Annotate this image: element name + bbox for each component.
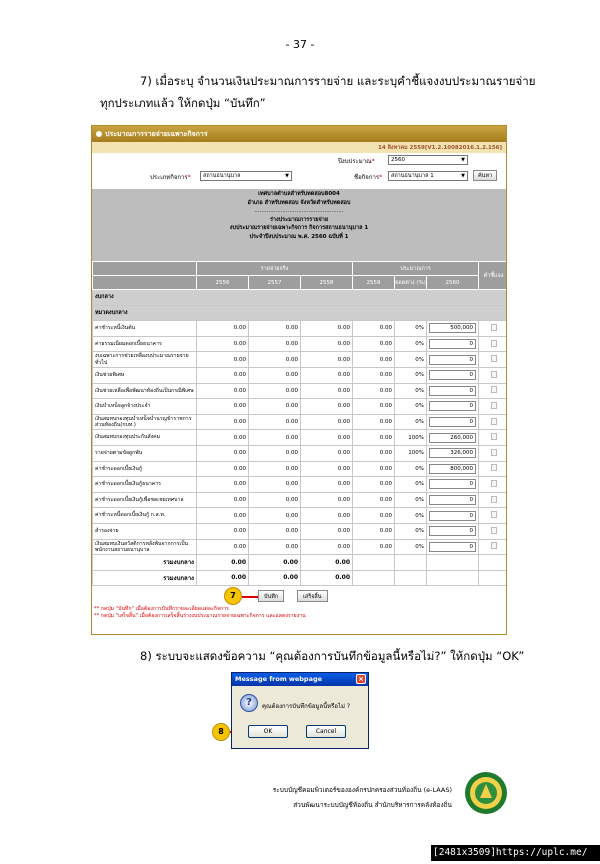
estimate-2560-cell: [427, 399, 479, 415]
total-label: รวมงบกลาง: [93, 570, 197, 586]
estimate-2560-input[interactable]: 0: [429, 479, 476, 489]
cancel-button[interactable]: Cancel: [306, 725, 346, 738]
estimate-header: ประมาณการ: [353, 262, 479, 276]
value-cell: 0.00: [197, 461, 249, 477]
bullet-icon: [96, 131, 102, 137]
date-version: 14 สิงหาคม 2559[V1.2.10082016.1.2.156]: [92, 142, 506, 153]
value-cell: 0.00: [301, 492, 353, 508]
value-cell: 0.00: [301, 523, 353, 539]
diff-cell: 0%: [395, 352, 427, 368]
value-cell: 0.00: [353, 383, 395, 399]
value-cell: 0.00: [249, 445, 301, 461]
section-row: [93, 290, 508, 306]
row-label: เงินบำเหน็จลูกจ้างประจำ: [93, 399, 197, 415]
table-row: [93, 477, 508, 493]
diff-header: ยอดต่าง (%): [395, 276, 427, 290]
row-label: รายจ่ายตามข้อผูกพัน: [93, 445, 197, 461]
estimate-2560-cell: [427, 492, 479, 508]
estimate-2560-input[interactable]: 0: [429, 417, 476, 427]
note-cell: [479, 414, 507, 430]
value-cell: 0.00: [301, 461, 353, 477]
table-row: [93, 336, 508, 352]
estimate-2560-input[interactable]: 0: [429, 386, 476, 396]
value-cell: 0.00: [197, 399, 249, 415]
estimate-2560-cell: [427, 367, 479, 383]
estimate-2560-input[interactable]: 0: [429, 495, 476, 505]
diff-cell: 0%: [395, 477, 427, 493]
estimate-2560-cell: [427, 508, 479, 524]
business-name-label: ชื่อกิจการ*: [354, 174, 383, 181]
value-cell: 0.00: [301, 508, 353, 524]
dialog-title: Message from webpage: [235, 675, 323, 683]
chevron-down-icon: ▼: [461, 173, 465, 179]
value-cell: 0.00: [353, 508, 395, 524]
value-cell: 0.00: [301, 321, 353, 337]
watermark: [2481x3509]https://uplc.me/: [431, 845, 600, 861]
diff-cell: 0%: [395, 367, 427, 383]
value-cell: 0.00: [197, 430, 249, 446]
diff-cell: 100%: [395, 445, 427, 461]
step7-instruction-line1: 7) เมื่อระบุ จำนวนเงินประมาณการรายจ่าย และระบุคำชี้แจงงบประมาณรายจ่าย: [140, 74, 536, 88]
table-row: [93, 539, 508, 555]
value-cell: 0.00: [197, 508, 249, 524]
document-icon[interactable]: [491, 464, 497, 471]
table-row: [93, 508, 508, 524]
fiscal-year-label: ปีงบประมาณ*: [338, 158, 375, 165]
value-cell: 0.00: [301, 367, 353, 383]
heading-line2: อำเภอ สำหรับทดสอบ จังหวัดสำหรับทดสอบ: [247, 199, 351, 206]
document-icon[interactable]: [491, 496, 497, 503]
estimate-2560-input[interactable]: 0: [429, 339, 476, 349]
heading-line4: ร่างประมาณการรายจ่าย: [269, 216, 329, 223]
value-cell: 0.00: [197, 367, 249, 383]
step7-instruction-line2: ทุกประเภทแล้ว ให้กดปุ่ม “บันทึก”: [100, 96, 266, 110]
note-cell: [479, 508, 507, 524]
row-label: ค่าธรรมเนียมดอกเบี้ยธนาคาร: [93, 336, 197, 352]
diff-cell: 0%: [395, 492, 427, 508]
estimate-2560-cell: [427, 539, 479, 555]
document-icon[interactable]: [491, 433, 497, 440]
row-label: ค่าชำระดอกเบี้ยเงินกู้ธนาคาร: [93, 477, 197, 493]
document-icon[interactable]: [491, 355, 497, 362]
panel-header: [92, 126, 506, 142]
notes: [92, 606, 506, 620]
step-marker-8: 8: [212, 723, 230, 741]
total-cell: 0.00: [301, 555, 353, 571]
panel-button-bar: [92, 586, 506, 606]
value-cell: 0.00: [301, 336, 353, 352]
marker-pointer-line: [242, 596, 258, 598]
value-cell: 0.00: [249, 399, 301, 415]
heading-line1: เทศบาลตำบลสำหรับทดสอบ8004: [258, 191, 340, 197]
diff-cell: 0%: [395, 539, 427, 555]
row-label: ค่าชำระหนี้เงินต้น: [93, 321, 197, 337]
value-cell: 0.00: [249, 336, 301, 352]
document-icon[interactable]: [491, 480, 497, 487]
value-cell: 0.00: [249, 477, 301, 493]
value-cell: 0.00: [301, 414, 353, 430]
value-cell: 0.00: [249, 508, 301, 524]
value-cell: 0.00: [249, 367, 301, 383]
section-label: งบกลาง: [93, 290, 508, 306]
note-cell: [479, 352, 507, 368]
table-row: [93, 352, 508, 368]
year-header: 2558: [301, 276, 353, 290]
row-label: เงินสมทบกองทุนประกันสังคม: [93, 430, 197, 446]
estimate-2560-cell: [427, 352, 479, 368]
blank-header: [93, 276, 197, 290]
document-icon[interactable]: [491, 511, 497, 518]
value-cell: 0.00: [353, 492, 395, 508]
value-cell: 0.00: [197, 352, 249, 368]
note-cell: [479, 321, 507, 337]
footer-department: ส่วนพัฒนาระบบบัญชีท้องถิ่น สำนักบริหารการคลังท้องถิ่น: [293, 801, 452, 809]
ok-button[interactable]: OK: [248, 725, 288, 738]
diff-cell: 0%: [395, 399, 427, 415]
value-cell: 0.00: [353, 461, 395, 477]
total-label: รวมงบกลาง: [93, 555, 197, 571]
estimate-2560-cell: [427, 321, 479, 337]
estimate-2560-cell: [427, 461, 479, 477]
finish-button[interactable]: เสร็จสิ้น: [297, 590, 328, 602]
heading-line5: งบประมาณรายจ่ายเฉพาะกิจการ กิจการสถานธนานุบาล 1: [229, 225, 369, 232]
total-cell: 0.00: [197, 555, 249, 571]
estimate-2560-input[interactable]: 0: [429, 355, 476, 365]
estimate-2560-cell: [427, 414, 479, 430]
page-number: - 37 -: [285, 38, 315, 51]
note-cell: [479, 430, 507, 446]
table-row: [93, 414, 508, 430]
note-cell: [479, 492, 507, 508]
document-icon[interactable]: [491, 527, 497, 534]
value-cell: 0.00: [249, 539, 301, 555]
budget-table: [92, 261, 507, 586]
document-icon[interactable]: [491, 418, 497, 425]
note-cell: [479, 367, 507, 383]
table-row: [93, 523, 508, 539]
table-row: [93, 430, 508, 446]
value-cell: 0.00: [249, 352, 301, 368]
actual-expense-header: รายจ่ายจริง: [197, 262, 353, 276]
total-cell: 0.00: [197, 570, 249, 586]
row-label: เงินช่วยเหลือเพื่อพัฒนาท้องถิ่นเป็นกรณีพิเศษ: [93, 383, 197, 399]
year-header: 2557: [249, 276, 301, 290]
panel-title: ประมาณการรายจ่ายเฉพาะกิจการ: [105, 129, 208, 138]
budget-screenshot-panel: [91, 125, 507, 635]
document-icon[interactable]: [491, 542, 497, 549]
footer-system-name: ระบบบัญชีคอมพิวเตอร์ขององค์กรปกครองส่วนท้องถิ่น (e-LAAS): [272, 786, 452, 794]
note-cell: [479, 445, 507, 461]
value-cell: 0.00: [353, 539, 395, 555]
value-cell: 0.00: [249, 523, 301, 539]
row-label: งบเฉพาะการช่วยเหลืองบประมาณรายจ่ายทั่วไป: [93, 352, 197, 368]
estimate-2560-input[interactable]: 260,000: [429, 433, 476, 443]
confirm-dialog: [231, 672, 369, 749]
row-label: เงินสมทบกองทุนบำเหน็จบำนาญข้าราชการส่วนท้องถิ่น(กบท.): [93, 414, 197, 430]
subsection-row: [93, 305, 508, 321]
value-cell: 0.00: [249, 321, 301, 337]
estimate-2560-input[interactable]: 0: [429, 370, 476, 380]
estimate-2560-cell: [427, 477, 479, 493]
blank-header: [93, 262, 197, 276]
step-marker-7: 7: [224, 587, 242, 605]
table-row: [93, 492, 508, 508]
year-header: 2560: [427, 276, 479, 290]
note-finish: ** กดปุ่ม "เสร็จสิ้น" เมื่อต้องการเสร็จสิ้นร่างงบประมาณรายจ่ายเฉพาะกิจการ และแสดงรายงาน: [94, 613, 306, 620]
estimate-2560-cell: [427, 523, 479, 539]
value-cell: 0.00: [353, 523, 395, 539]
fiscal-year-select[interactable]: 2560 ▼: [388, 155, 468, 165]
value-cell: 0.00: [301, 383, 353, 399]
save-button[interactable]: บันทึก: [258, 590, 284, 602]
value-cell: 0.00: [249, 414, 301, 430]
business-name-select[interactable]: สถานธนานุบาล 1 ▼: [388, 171, 468, 181]
grand-total-row: [93, 570, 508, 586]
chevron-down-icon: ▼: [461, 157, 465, 163]
document-icon[interactable]: [491, 449, 497, 456]
dialog-titlebar: [232, 673, 368, 686]
document-icon[interactable]: [491, 402, 497, 409]
diff-cell: 0%: [395, 508, 427, 524]
estimate-2560-input[interactable]: 0: [429, 401, 476, 411]
note-cell: [479, 383, 507, 399]
value-cell: 0.00: [197, 414, 249, 430]
row-label: สำรองจ่าย: [93, 523, 197, 539]
note-cell: [479, 523, 507, 539]
table-row: [93, 399, 508, 415]
value-cell: 0.00: [249, 430, 301, 446]
estimate-2560-cell: [427, 336, 479, 352]
value-cell: 0.00: [197, 321, 249, 337]
diff-cell: 0%: [395, 383, 427, 399]
value-cell: 0.00: [301, 445, 353, 461]
department-logo-icon: [464, 771, 508, 815]
heading-line6: ประจำปีงบประมาณ พ.ศ. 2560 ฉบับที่ 1: [249, 233, 349, 240]
year-header: 2559: [353, 276, 395, 290]
step8-instruction: 8) ระบบจะแสดงข้อความ “คุณต้องการบันทึกข้อมูลนี้หรือไม่?” ให้กดปุ่ม “OK”: [140, 649, 525, 663]
diff-cell: 0%: [395, 523, 427, 539]
row-label: ค่าชำระดอกเบี้ยเงินกู้เพื่อชดเชยเทศบาล: [93, 492, 197, 508]
value-cell: 0.00: [249, 492, 301, 508]
estimate-2560-input[interactable]: 0: [429, 526, 476, 536]
table-row: [93, 367, 508, 383]
estimate-2560-input[interactable]: 500,000: [429, 323, 476, 333]
estimate-2560-input[interactable]: 0: [429, 542, 476, 552]
table-row: [93, 321, 508, 337]
table-row: [93, 445, 508, 461]
estimate-2560-cell: [427, 383, 479, 399]
dialog-message: คุณต้องการบันทึกข้อมูลนี้หรือไม่ ?: [262, 703, 351, 710]
subsection-label: หมวดงบกลาง: [93, 305, 508, 321]
row-label: ค่าชำระหนี้ดอกเบี้ยเงินกู้ ก.ส.ท.: [93, 508, 197, 524]
value-cell: 0.00: [249, 461, 301, 477]
note-cell: [479, 539, 507, 555]
row-label: เงินช่วยพิเศษ: [93, 367, 197, 383]
diff-cell: 0%: [395, 461, 427, 477]
value-cell: 0.00: [197, 383, 249, 399]
value-cell: 0.00: [353, 445, 395, 461]
value-cell: 0.00: [353, 430, 395, 446]
note-cell: [479, 399, 507, 415]
value-cell: 0.00: [353, 399, 395, 415]
value-cell: 0.00: [301, 430, 353, 446]
estimate-2560-cell: [427, 445, 479, 461]
total-row: [93, 555, 508, 571]
value-cell: 0.00: [353, 367, 395, 383]
note-save: ** กดปุ่ม "บันทึก" เมื่อต้องการบันทึกรายละเอียดแต่ละกิจการ: [94, 606, 229, 613]
total-cell: 0.00: [249, 570, 301, 586]
estimate-2560-input[interactable]: 800,000: [429, 464, 476, 474]
year-header: 2556: [197, 276, 249, 290]
value-cell: 0.00: [197, 492, 249, 508]
total-cell: 0.00: [249, 555, 301, 571]
document-icon[interactable]: [491, 340, 497, 347]
note-cell: [479, 461, 507, 477]
diff-cell: 0%: [395, 414, 427, 430]
business-type-label: ประเภทกิจการ*: [150, 174, 191, 181]
note-header: คำชี้แจง: [479, 262, 507, 290]
filter-area: [92, 153, 506, 189]
question-icon: ?: [240, 694, 258, 712]
document-icon[interactable]: [491, 386, 497, 393]
note-cell: [479, 336, 507, 352]
report-heading: [92, 189, 506, 261]
chevron-down-icon: ▼: [285, 173, 289, 179]
value-cell: 0.00: [197, 445, 249, 461]
value-cell: 0.00: [197, 477, 249, 493]
value-cell: 0.00: [353, 336, 395, 352]
value-cell: 0.00: [353, 477, 395, 493]
note-cell: [479, 477, 507, 493]
value-cell: 0.00: [353, 414, 395, 430]
row-label: ค่าชำระดอกเบี้ยเงินกู้: [93, 461, 197, 477]
value-cell: 0.00: [301, 352, 353, 368]
diff-cell: 0%: [395, 321, 427, 337]
value-cell: 0.00: [301, 399, 353, 415]
value-cell: 0.00: [301, 477, 353, 493]
value-cell: 0.00: [301, 539, 353, 555]
value-cell: 0.00: [249, 383, 301, 399]
diff-cell: 0%: [395, 336, 427, 352]
diff-cell: 100%: [395, 430, 427, 446]
close-icon[interactable]: ×: [356, 674, 366, 684]
total-cell: 0.00: [301, 570, 353, 586]
business-type-select[interactable]: สถานธนานุบาล ▼: [200, 171, 292, 181]
document-icon[interactable]: [491, 371, 497, 378]
value-cell: 0.00: [197, 523, 249, 539]
search-button[interactable]: ค้นหา: [473, 170, 497, 181]
table-row: [93, 461, 508, 477]
row-label: เงินสมทบเงินสวัสดิการหลังพ้นจากการเป็นพนักงานสถานธนานุบาล: [93, 539, 197, 555]
heading-line3: ...................................................: [254, 208, 344, 215]
value-cell: 0.00: [197, 336, 249, 352]
value-cell: 0.00: [353, 321, 395, 337]
document-icon[interactable]: [491, 324, 497, 331]
estimate-2560-input[interactable]: 0: [429, 511, 476, 521]
value-cell: 0.00: [197, 539, 249, 555]
value-cell: 0.00: [353, 352, 395, 368]
table-row: [93, 383, 508, 399]
estimate-2560-input[interactable]: 326,000: [429, 448, 476, 458]
estimate-2560-cell: [427, 430, 479, 446]
